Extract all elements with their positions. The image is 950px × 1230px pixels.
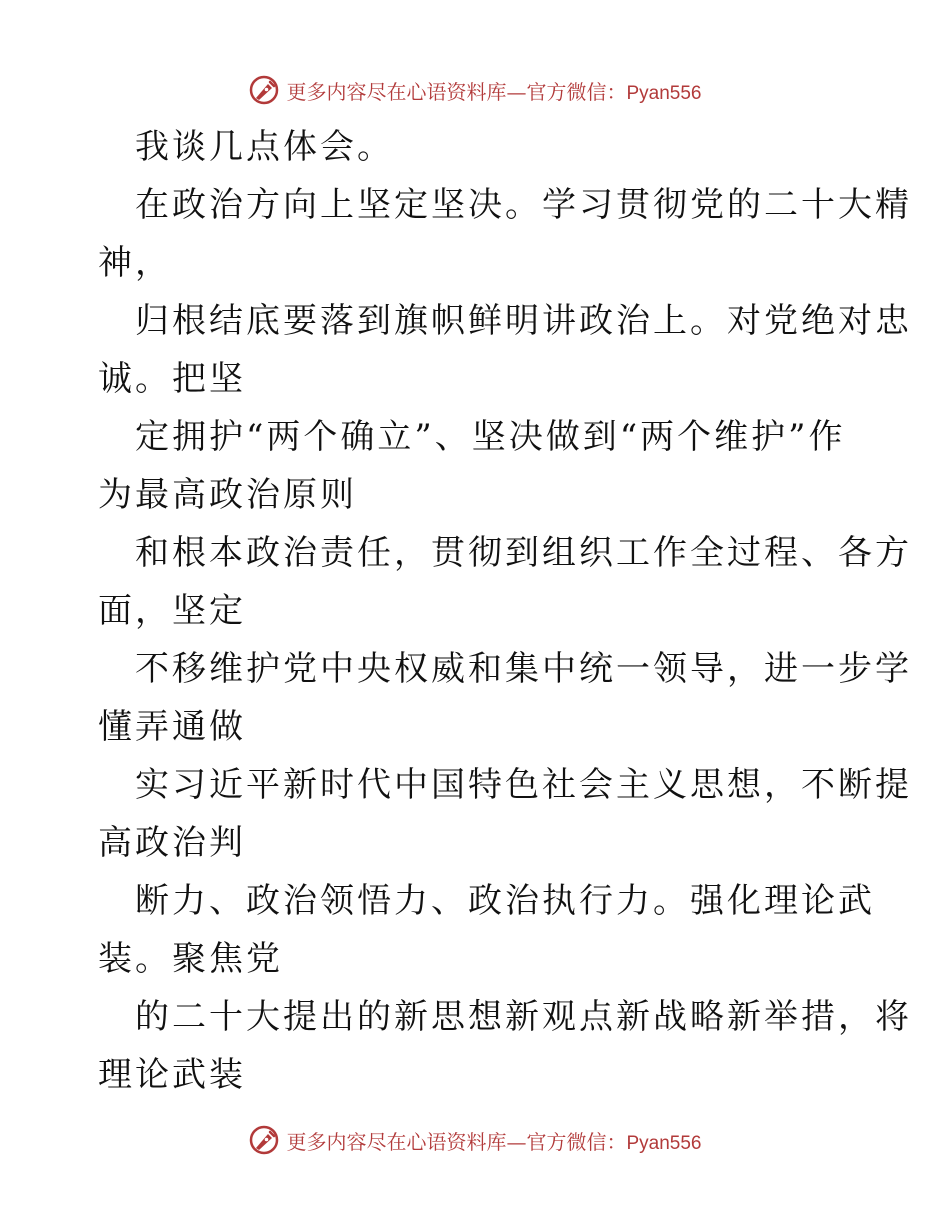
document-body xyxy=(98,118,912,1104)
banner-caption: 更多内容尽在心语资料库—官方微信： xyxy=(286,79,627,104)
text-line: 在政治方向上坚定坚决。学习贯彻党的二十大精 xyxy=(135,185,912,225)
text-line: 神， xyxy=(98,243,172,283)
text-line: 和根本政治责任，贯彻到组织工作全过程、各方 xyxy=(135,533,912,573)
text-line: 高政治判 xyxy=(98,823,246,863)
banner-text xyxy=(286,1126,701,1155)
banner-wechat-id: Pyan556 xyxy=(626,1132,702,1154)
pen-nib-logo-icon xyxy=(248,74,280,106)
text-line: 我谈几点体会。 xyxy=(135,127,394,167)
text-line: 为最高政治原则 xyxy=(98,475,357,515)
text-line: 懂弄通做 xyxy=(98,707,246,747)
paragraph-list xyxy=(98,118,912,1104)
text-line: 理论武装 xyxy=(98,1055,246,1095)
pen-nib-logo-icon xyxy=(248,1124,280,1156)
text-line: 归根结底要落到旗帜鲜明讲政治上。对党绝对忠 xyxy=(135,301,912,341)
text-line: 实习近平新时代中国特色社会主义思想，不断提 xyxy=(135,765,912,805)
banner-text xyxy=(286,76,701,105)
text-line: 诚。把坚 xyxy=(98,359,246,399)
text-line: 装。聚焦党 xyxy=(98,939,283,979)
text-line: 断力、政治领悟力、政治执行力。强化理论武 xyxy=(135,881,875,921)
text-line: 面，坚定 xyxy=(98,591,246,631)
footer-watermark-banner xyxy=(0,1120,950,1160)
header-watermark-banner xyxy=(0,70,950,110)
text-line: 定拥护“两个确立”、坚决做到“两个维护”作 xyxy=(135,417,846,457)
banner-caption: 更多内容尽在心语资料库—官方微信： xyxy=(286,1129,627,1154)
text-line: 不移维护党中央权威和集中统一领导，进一步学 xyxy=(135,649,912,689)
text-line: 的二十大提出的新思想新观点新战略新举措，将 xyxy=(135,997,912,1037)
banner-wechat-id: Pyan556 xyxy=(626,82,702,104)
